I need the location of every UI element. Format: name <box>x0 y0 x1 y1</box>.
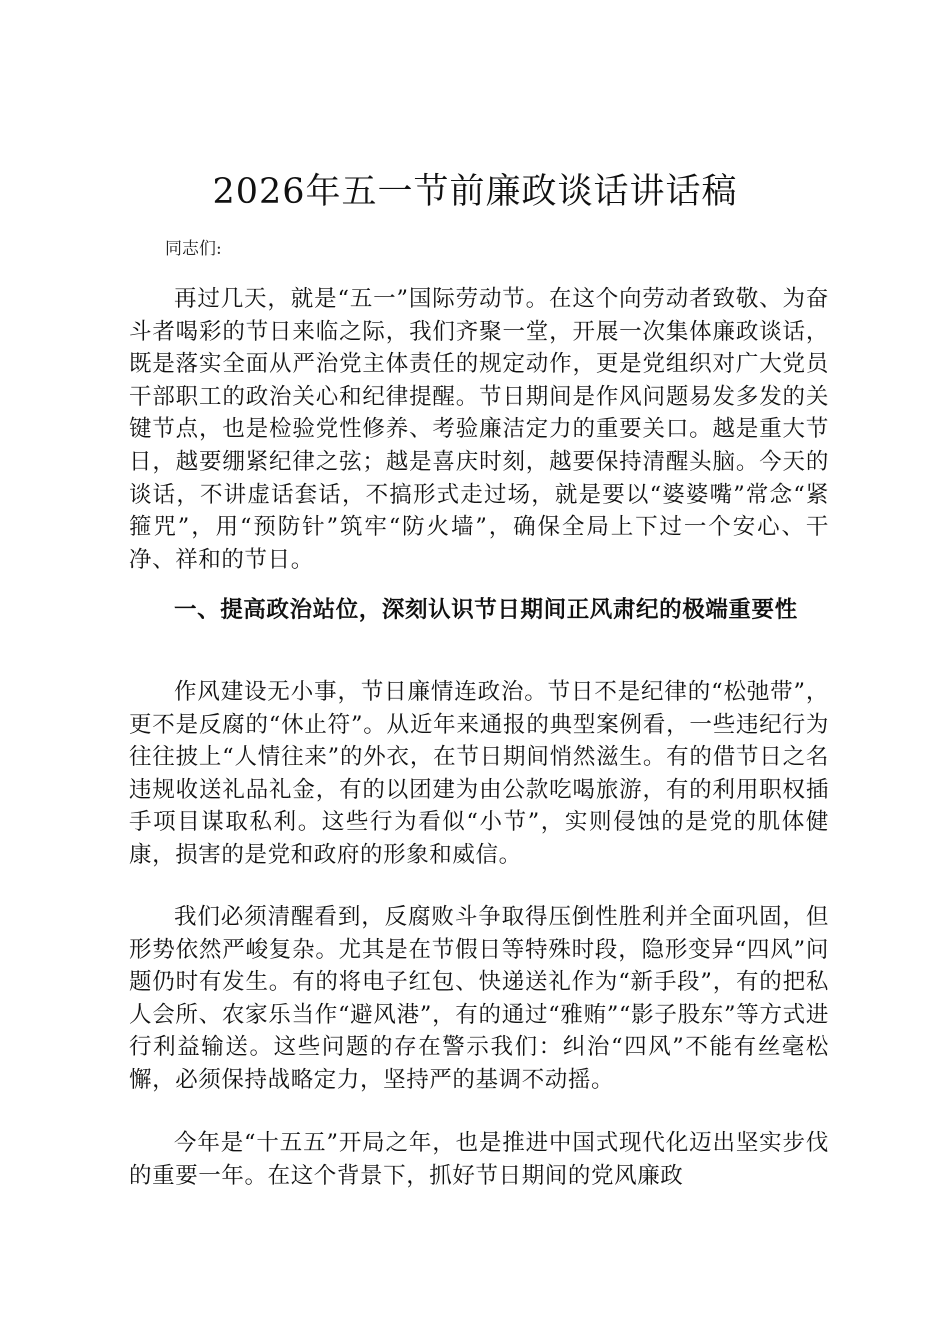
salutation: 同志们: <box>165 239 222 259</box>
section-heading-1: 一、提高政治站位，深刻认识节日期间正风肃纪的极端重要性 <box>174 597 798 623</box>
paragraph-section1-1: 作风建设无小事，节日廉情连政治。节日不是纪律的“松弛带”，更不是反腐的“休止符”。从近年来通报的典型案例看，一些违纪行为往往披上“人情往来”的外衣，在节日期间悄然滋生。有的借节日之名违规收送礼品礼金，有的以团建为由公款吃喝旅游，有的利用职权插手项目谋取私利。这些行为看似“小节”，实则侵蚀的是党的肌体健康，损害的是党和政府的形象和威信。 <box>129 679 829 868</box>
paragraph-section1-2: 我们必须清醒看到，反腐败斗争取得压倒性胜利并全面巩固，但形势依然严峻复杂。尤其是在节假日等特殊时段，隐形变异“四风”问题仍时有发生。有的将电子红包、快递送礼作为“新手段”，有的把私人会所、农家乐当作“避风港”，有的通过“雅贿”“影子股东”等方式进行利益输送。这些问题的存在警示我们：纠治“四风”不能有丝毫松懈，必须保持战略定力，坚持严的基调不动摇。 <box>129 904 829 1093</box>
paragraph-intro: 再过几天，就是“五一”国际劳动节。在这个向劳动者致敬、为奋斗者喝彩的节日来临之际，我们齐聚一堂，开展一次集体廉政谈话，既是落实全面从严治党主体责任的规定动作，更是党组织对广大党员干部职工的政治关心和纪律提醒。节日期间是作风问题易发多发的关键节点，也是检验党性修养、考验廉洁定力的重要关口。越是重大节日，越要绷紧纪律之弦；越是喜庆时刻，越要保持清醒头脑。今天的谈话，不讲虚话套话，不搞形式走过场，就是要以“婆婆嘴”常念“紧箍咒”，用“预防针”筑牢“防火墙”，确保全局上下过一个安心、干净、祥和的节日。 <box>129 286 829 573</box>
paragraph-section1-3: 今年是“十五五”开局之年，也是推进中国式现代化迈出坚实步伐的重要一年。在这个背景下，抓好节日期间的党风廉政 <box>129 1130 829 1189</box>
document-title: 2026年五一节前廉政谈话讲话稿 <box>212 172 738 212</box>
